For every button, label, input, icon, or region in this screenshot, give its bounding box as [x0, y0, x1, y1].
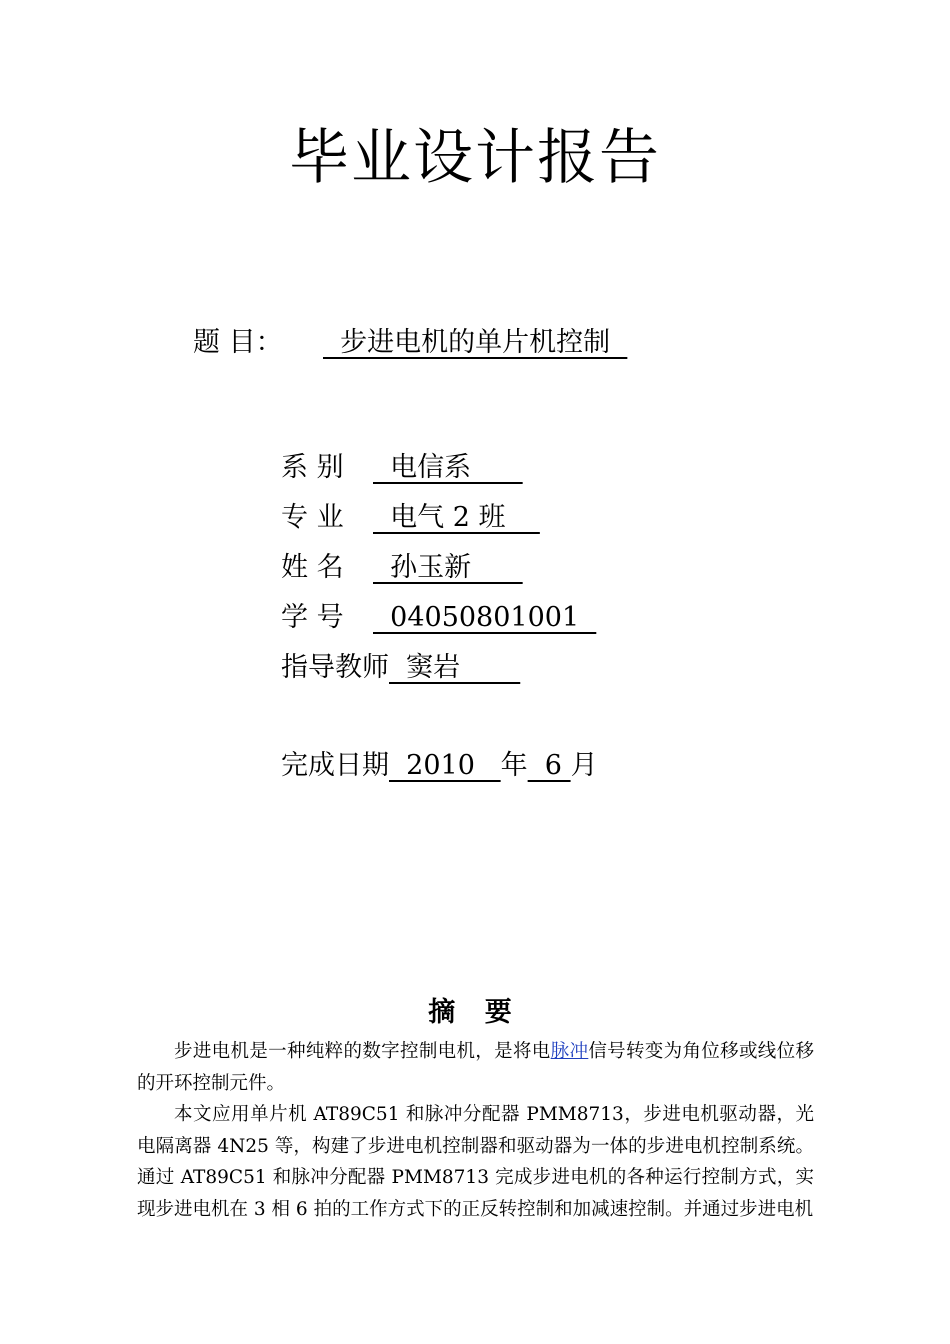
department-value: 电信系: [373, 452, 523, 483]
info-row-major: [281, 500, 540, 536]
topic-row: [193, 325, 627, 361]
info-row-name: [281, 550, 523, 586]
completion-month: 6: [527, 750, 571, 781]
info-row-advisor: [281, 650, 520, 686]
completion-date-label: 完成日期: [281, 750, 389, 781]
report-title: 毕业设计报告: [289, 123, 661, 193]
abstract-title: 摘 要: [428, 997, 522, 1028]
major-value: 电气 2 班: [373, 502, 540, 533]
info-row-student-id: [281, 600, 596, 636]
name-label: 姓 名: [281, 552, 344, 583]
info-row-department: [281, 450, 523, 486]
completion-year: 2010: [389, 750, 501, 781]
advisor-value: 窦岩: [389, 652, 521, 683]
major-label: 专 业: [281, 502, 344, 533]
completion-date-row: [281, 748, 598, 784]
abstract-paragraph-1: [137, 1036, 814, 1099]
pulse-link[interactable]: 脉冲: [550, 1041, 589, 1062]
name-value: 孙玉新: [373, 552, 523, 583]
abstract-p1-text-a: 步进电机是一种纯粹的数字控制电机，是将电: [174, 1041, 551, 1062]
abstract-body: [137, 1036, 814, 1225]
abstract-paragraph-2: 本文应用单片机 AT89C51 和脉冲分配器 PMM8713，步进电机驱动器，光电隔离器 4N25 等，构建了步进电机控制器和驱动器为一体的步进电机控制系统。通过 AT89C51 和脉冲分配器 PMM8713 完成步进电机的各种运行控制方式，实现步进电机在 3 相 6 拍的工作方式下的正反转控制和加减速控制。并通过步进电机: [137, 1104, 814, 1220]
year-unit: 年: [500, 750, 528, 781]
month-unit: 月: [570, 750, 598, 781]
student-id-value: 04050801001: [373, 602, 597, 633]
topic-label: 题 目：: [193, 327, 283, 358]
abstract-p1-text-b: 信号转变为角位移或线位移的开环控制元件。: [137, 1041, 814, 1094]
topic-value: 步进电机的单片机控制: [323, 327, 628, 358]
student-id-label: 学 号: [281, 602, 344, 633]
advisor-label: 指导教师: [281, 652, 389, 683]
department-label: 系 别: [281, 452, 344, 483]
